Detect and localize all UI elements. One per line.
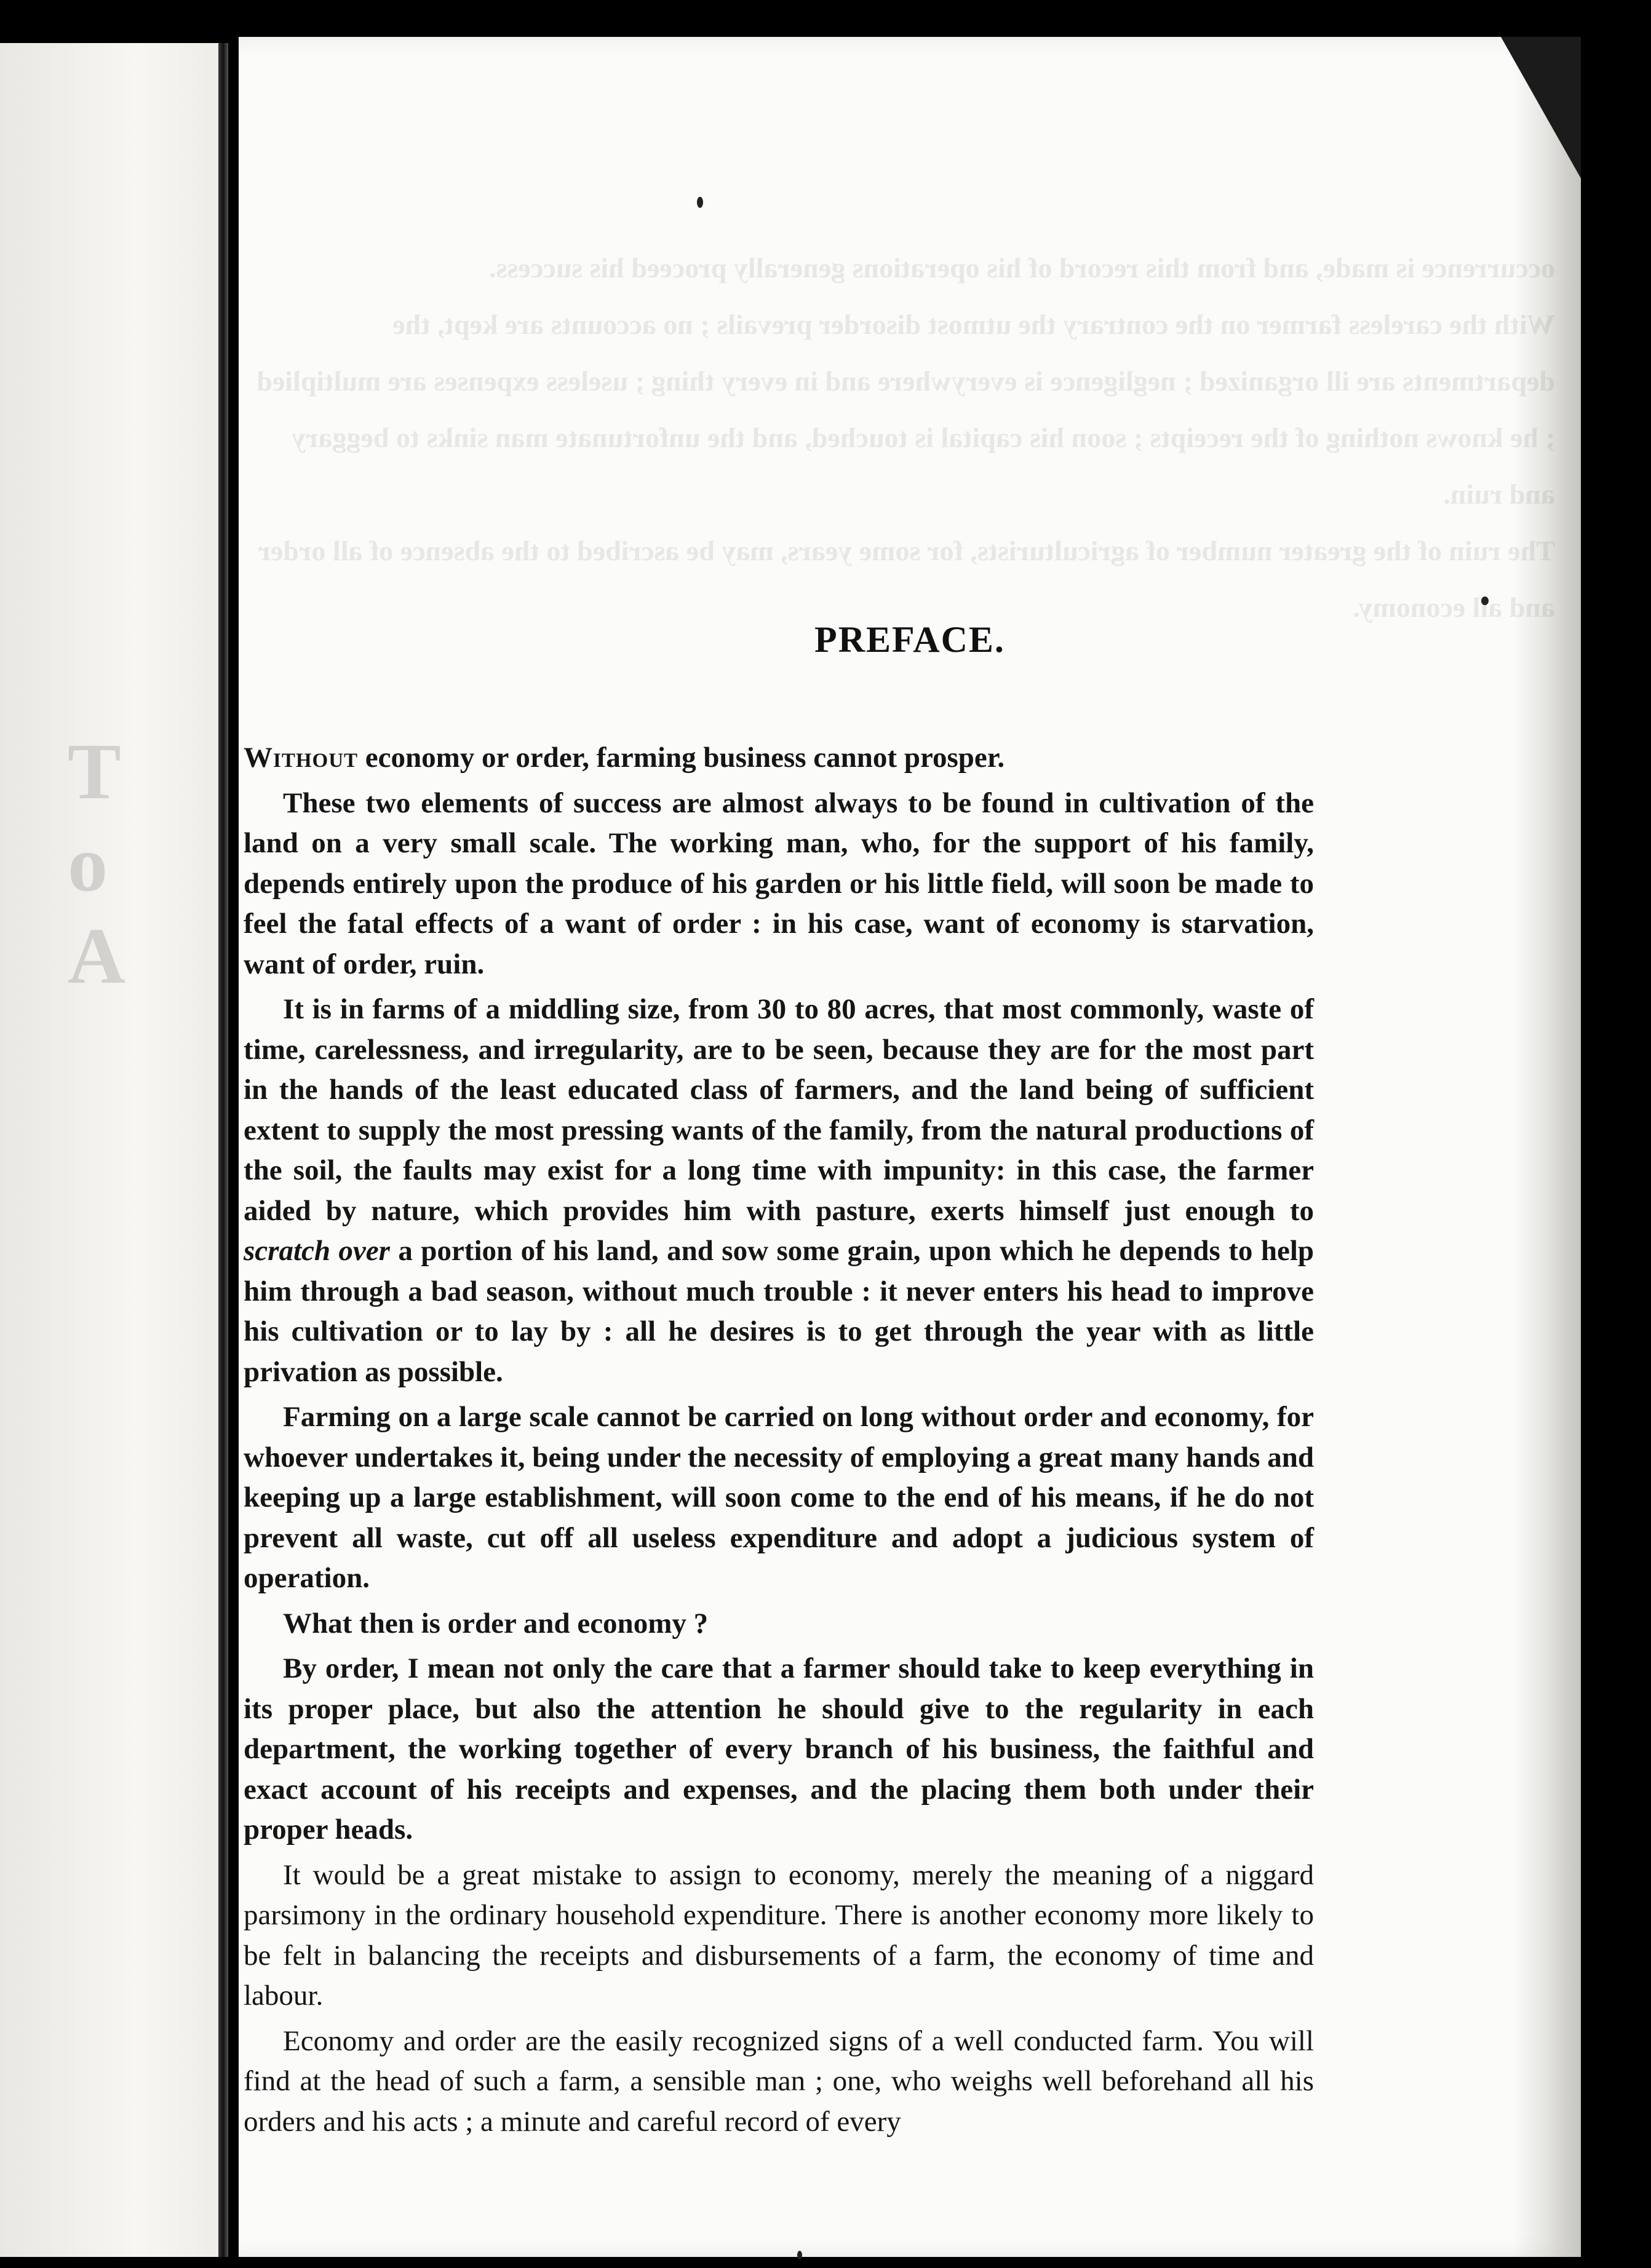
paragraph-3 [244, 989, 1314, 1392]
paragraph-5: What then is order and economy ? [283, 1607, 709, 1640]
ink-speck [1481, 597, 1489, 605]
book-gutter [218, 43, 228, 2257]
preface-text [244, 738, 1314, 2147]
paragraph-8: Economy and order are the easily recognized signs of a well conducted farm. You will find at the head of such a farm, a sensible man ; one, who weighs well beforehand all his orders and his acts ; a minute and careful record of every [244, 2024, 1314, 2138]
paragraph-6: By order, I mean not only the care that a farmer should take to keep everything in its proper place, but also the attention he should give to the regularity in each department, the working together of every branch of his business, the faithful and exact account of his receipts and expenses, and the placing them both under their proper heads. [244, 1652, 1314, 1846]
reverse-side-bleed-through: occurrence is made, and from this record of his operations generally proceed his success. the careless farmer on the contrary the utmost disorder prevails ; no accounts are kept, the departments are ill organized ; negligence is everywhere and in every thing ; useless expenses are multiplied knows nothing of the receipts ; soon his capital is touched, and the unfortunate man sinks to beggary ruin. ruin of the greater number of agriculturists, for some years, may be ascribed to the absence of all order all economy. [257, 252, 1555, 623]
torn-corner [1501, 37, 1581, 178]
paragraph-lead: Without [244, 742, 359, 774]
ink-speck [697, 197, 703, 208]
book-page [239, 37, 1581, 2257]
paragraph-2: These two elements of success are almost always to be found in cultivation of the land on a very small scale. The working man, who, for the support of his family, depends entirely upon the produce of his garden or his little field, will soon be made to feel the fatal effects of a want of order : in his case, want of economy is starvation, want of order, ruin. [244, 787, 1314, 980]
italic-phrase: scratch over [244, 1235, 390, 1267]
facing-page-strip [0, 43, 228, 2257]
paragraph-7: It would be a great mistake to assign to economy, merely the meaning of a niggard parsimony in the ordinary household expenditure. There is another economy more likely to be felt in balancing the receipts and disbursements of a farm, the economy of time and labour. [244, 1858, 1314, 2012]
paragraph-1-text: economy or order, farming business cannot prosper. [358, 742, 1005, 774]
ink-speck [797, 2251, 802, 2259]
paragraph-3-tail: a portion of his land, and sow some grain, upon which he depends to help him through a bad season, without much trouble : it never enters his head to improve his cultivation or to lay by : all he desires is to get through the year with as little privation as possible. [244, 1235, 1315, 1388]
paragraph-3-text: It is in farms of a middling size, from 30 to 80 acres, that most commonly, waste of time, carelessness, and irregularity, are to be seen, because they are for the most part in the hands of the least educated class of farmers, and the land being of sufficient extent to supply the most pressing wants of the family, from the natural productions of the soil, the faults may exist for a long time with impunity: in this case, the farmer aided by nature, which provides him with pasture, exerts himself just enough to [244, 993, 1314, 1227]
paragraph-4: Farming on a large scale cannot be carried on long without order and economy, for whoever undertakes it, being under the necessity of employing a great many hands and keeping up a large establishment, will soon come to the end of his means, if he do not prevent all waste, cut off all useless expenditure and adopt a judicious system of operation. [244, 1401, 1314, 1594]
page-edge-shadow [1513, 37, 1581, 2257]
page-title: PREFACE. [814, 619, 1005, 660]
paragraph-1 [244, 738, 1314, 779]
facing-page-bleed: T o A [68, 728, 144, 1001]
